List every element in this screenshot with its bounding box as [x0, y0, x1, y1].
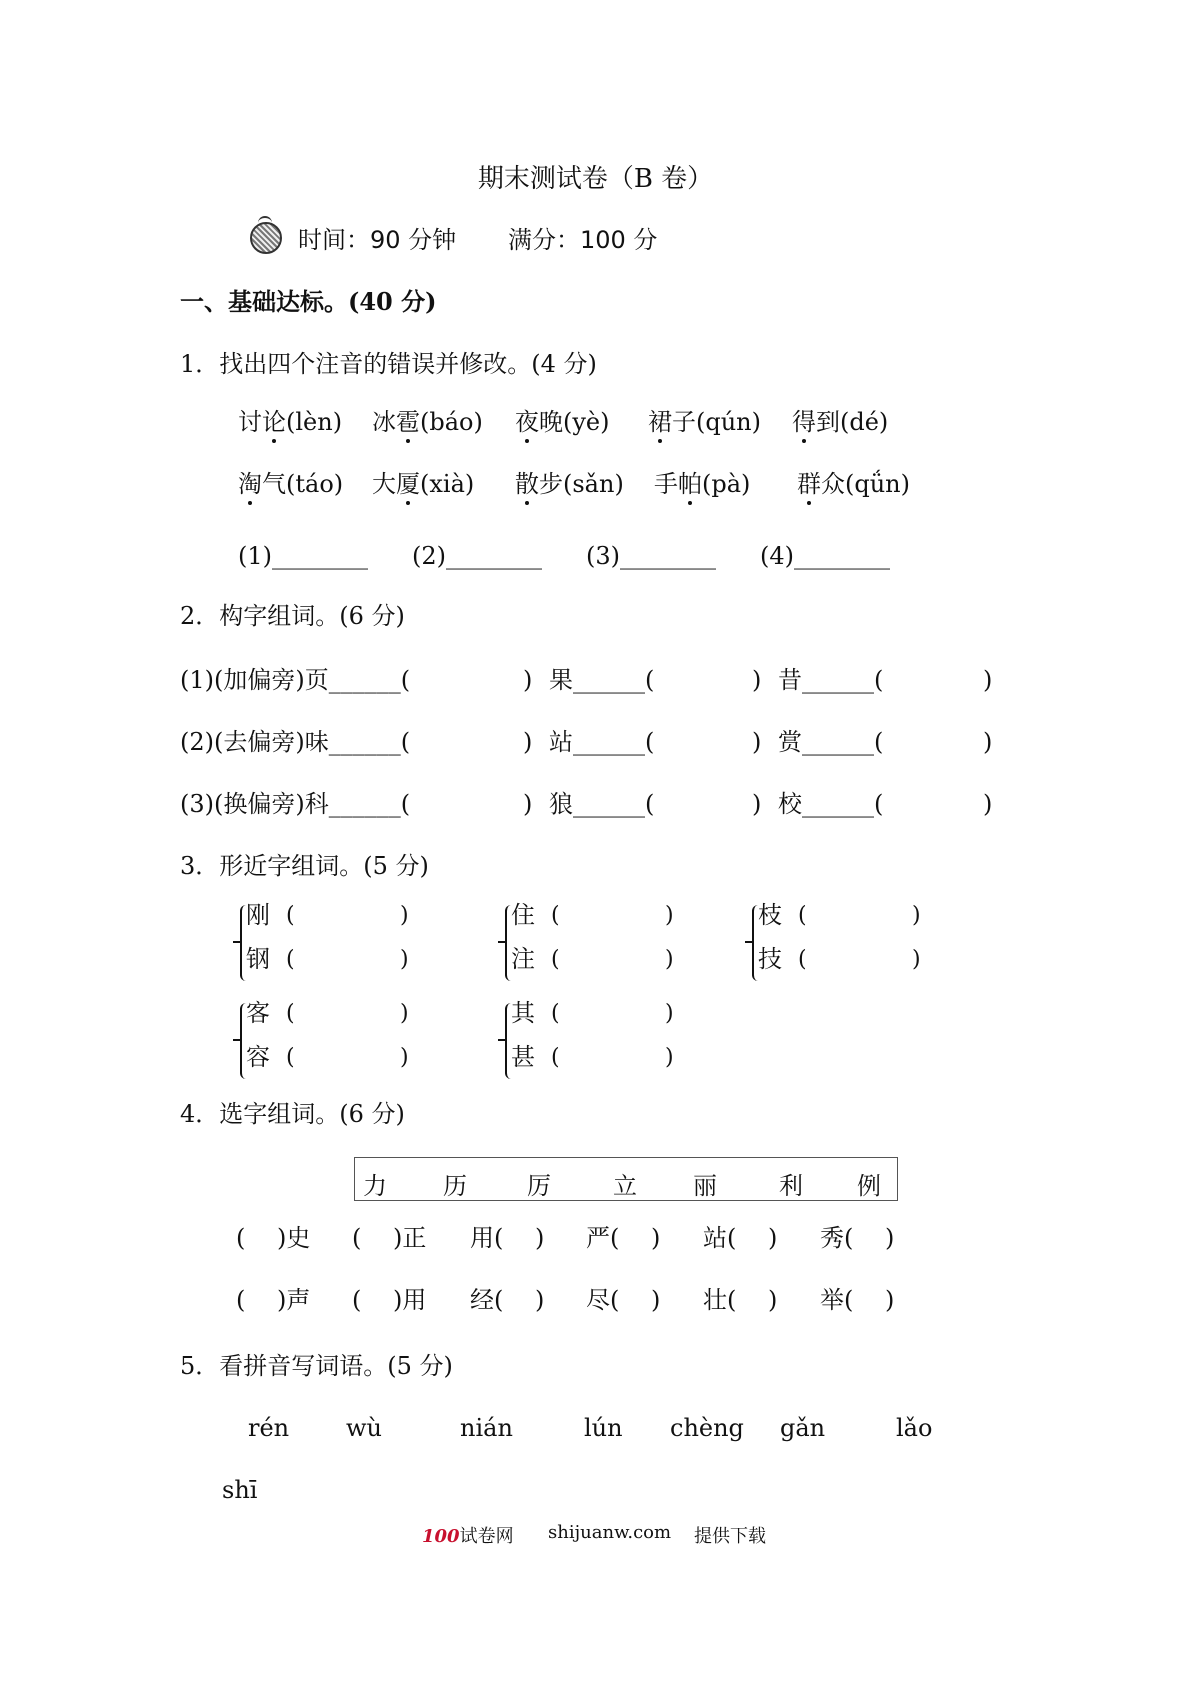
q3-char: 枝	[758, 901, 782, 929]
q1-word	[648, 408, 761, 437]
q3-close-paren[interactable]: )	[665, 1045, 674, 1070]
q1-word-pre: 大	[372, 470, 396, 498]
footer-brand	[422, 1522, 514, 1548]
question-4-label: 4．选字组词。(6 分)	[180, 1100, 405, 1128]
q2-row-2-close-1: )	[523, 728, 533, 756]
q3-open-paren: (	[798, 947, 807, 972]
q4-item[interactable]: ( )正	[352, 1224, 427, 1252]
q5-pinyin-wrap: shī	[222, 1476, 258, 1504]
q4-item[interactable]: 用( )	[470, 1224, 545, 1252]
q1-word	[654, 470, 750, 499]
site-logo: 100	[422, 1526, 460, 1547]
q3-char: 技	[758, 945, 782, 973]
q3-close-paren[interactable]: )	[400, 903, 409, 928]
q3-close-paren[interactable]: )	[665, 903, 674, 928]
q2-row-2-close-3: )	[983, 728, 993, 756]
q2-row-1-col-1[interactable]: (1)(加偏旁)页______(	[180, 666, 411, 694]
q4-item[interactable]: ( )声	[236, 1286, 311, 1314]
clock-icon	[250, 222, 282, 254]
q1-word-dotted-char: 群	[797, 470, 821, 498]
q1-word-pinyin: (báo)	[420, 408, 483, 436]
q5-pinyin: chèng	[670, 1414, 744, 1442]
q3-close-paren[interactable]: )	[400, 947, 409, 972]
q2-row-1-col-3[interactable]: 昔______(	[778, 666, 884, 694]
q3-open-paren: (	[286, 903, 295, 928]
q3-open-paren: (	[551, 903, 560, 928]
q3-char: 刚	[246, 901, 270, 929]
q1-blank-2[interactable]: (2)________	[412, 542, 542, 570]
footer-domain[interactable]: shijuanw.com	[548, 1522, 672, 1543]
choice-char: 丽	[693, 1172, 717, 1200]
q5-pinyin: wù	[346, 1414, 382, 1442]
choice-box	[354, 1157, 898, 1201]
q3-char: 客	[246, 999, 270, 1027]
q1-word-pinyin: 众(qǘn)	[821, 470, 911, 498]
choice-char: 历	[443, 1172, 467, 1200]
page-title: 期末测试卷（B 卷）	[477, 164, 714, 194]
q2-row-3-close-3: )	[983, 790, 993, 818]
q3-open-paren: (	[286, 1001, 295, 1026]
q1-word	[372, 470, 474, 499]
q2-row-1-close-1: )	[523, 666, 533, 694]
choice-char: 厉	[527, 1172, 551, 1200]
footer-site-name: 试卷网	[459, 1526, 514, 1547]
q5-pinyin: lǎo	[896, 1414, 933, 1442]
q3-close-paren[interactable]: )	[400, 1045, 409, 1070]
q1-word	[515, 408, 610, 437]
q1-word-dotted-char: 夜	[515, 408, 539, 436]
question-5-label: 5．看拼音写词语。(5 分)	[180, 1352, 453, 1380]
q1-word-dotted-char: 雹	[396, 408, 420, 436]
q3-char: 住	[511, 901, 535, 929]
q1-word	[372, 408, 483, 437]
q2-row-1-close-2: )	[752, 666, 762, 694]
q3-open-paren: (	[551, 1045, 560, 1070]
choice-char: 例	[857, 1172, 881, 1200]
full-score: 满分：100 分	[508, 226, 658, 254]
q2-row-2-close-2: )	[752, 728, 762, 756]
q1-blank-4[interactable]: (4)________	[760, 542, 890, 570]
q1-blank-3[interactable]: (3)________	[586, 542, 716, 570]
q5-pinyin: rén	[248, 1414, 290, 1442]
q4-item[interactable]: ( )用	[352, 1286, 427, 1314]
choice-char: 力	[363, 1172, 387, 1200]
q3-close-paren[interactable]: )	[665, 947, 674, 972]
q1-word-pinyin: 到(dé)	[816, 408, 889, 436]
q4-item[interactable]: 举( )	[820, 1286, 895, 1314]
q2-row-1-col-2[interactable]: 果______(	[549, 666, 655, 694]
footer-tail: 提供下载	[694, 1526, 766, 1547]
q1-word-dotted-char: 裙	[648, 408, 672, 436]
q1-word-pinyin: 气(táo)	[262, 470, 344, 498]
q1-word-pinyin: (xià)	[420, 470, 475, 498]
q1-word-pinyin: (lèn)	[286, 408, 343, 436]
q1-word	[515, 470, 624, 499]
q3-open-paren: (	[551, 947, 560, 972]
q5-pinyin: lún	[584, 1414, 623, 1442]
q4-item[interactable]: 严( )	[586, 1224, 661, 1252]
q5-pinyin: gǎn	[780, 1414, 826, 1442]
time-limit: 时间：90 分钟	[298, 226, 457, 254]
q1-word-pinyin: (pà)	[702, 470, 751, 498]
q1-word-dotted-char: 散	[515, 470, 539, 498]
q2-row-3-close-1: )	[523, 790, 533, 818]
q3-open-paren: (	[286, 947, 295, 972]
q2-row-2-col-1[interactable]: (2)(去偏旁)味______(	[180, 728, 411, 756]
q4-item[interactable]: ( )史	[236, 1224, 311, 1252]
q5-pinyin: nián	[460, 1414, 513, 1442]
q2-row-3-col-1[interactable]: (3)(换偏旁)科______(	[180, 790, 411, 818]
q1-word-dotted-char: 帕	[678, 470, 702, 498]
q4-item[interactable]: 尽( )	[586, 1286, 661, 1314]
q4-item[interactable]: 站( )	[703, 1224, 778, 1252]
q1-word-pre: 冰	[372, 408, 396, 436]
q2-row-2-col-2[interactable]: 站______(	[549, 728, 655, 756]
q3-char: 钢	[246, 945, 270, 973]
q2-row-1-close-3: )	[983, 666, 993, 694]
q1-word-dotted-char: 论	[262, 408, 286, 436]
q2-row-2-col-3[interactable]: 赏______(	[778, 728, 884, 756]
q1-word-pinyin: 晚(yè)	[539, 408, 610, 436]
q1-word-pre: 手	[654, 470, 678, 498]
q1-word-pinyin: 步(sǎn)	[539, 470, 624, 498]
q1-word-pre: 讨	[238, 408, 262, 436]
q3-char: 其	[511, 999, 535, 1027]
q3-open-paren: (	[798, 903, 807, 928]
q1-word	[238, 470, 343, 499]
q1-word-dotted-char: 厦	[396, 470, 420, 498]
question-3-label: 3．形近字组词。(5 分)	[180, 852, 429, 880]
q2-row-3-close-2: )	[752, 790, 762, 818]
q1-word-dotted-char: 得	[792, 408, 816, 436]
q3-open-paren: (	[286, 1045, 295, 1070]
q2-row-3-col-3[interactable]: 校______(	[778, 790, 884, 818]
choice-char: 立	[613, 1172, 637, 1200]
q1-word	[238, 408, 342, 437]
q4-item[interactable]: 经( )	[470, 1286, 545, 1314]
q3-close-paren[interactable]: )	[665, 1001, 674, 1026]
q3-char: 注	[511, 945, 535, 973]
q3-close-paren[interactable]: )	[400, 1001, 409, 1026]
q3-char: 容	[246, 1043, 270, 1071]
q3-char: 甚	[511, 1043, 535, 1071]
q1-word-pinyin: 子(qún)	[672, 408, 762, 436]
q4-item[interactable]: 秀( )	[820, 1224, 895, 1252]
q1-blank-1[interactable]: (1)________	[238, 542, 368, 570]
question-1-label: 1．找出四个注音的错误并修改。(4 分)	[180, 350, 597, 378]
q1-word	[792, 408, 888, 437]
q4-item[interactable]: 壮( )	[703, 1286, 778, 1314]
q3-close-paren[interactable]: )	[912, 903, 921, 928]
q3-close-paren[interactable]: )	[912, 947, 921, 972]
section-heading: 一、基础达标。(40 分)	[180, 287, 437, 316]
q1-word-dotted-char: 淘	[238, 470, 262, 498]
q2-row-3-col-2[interactable]: 狼______(	[549, 790, 655, 818]
q3-open-paren: (	[551, 1001, 560, 1026]
question-2-label: 2．构字组词。(6 分)	[180, 602, 405, 630]
q1-word	[797, 470, 910, 499]
choice-char: 利	[779, 1172, 803, 1200]
